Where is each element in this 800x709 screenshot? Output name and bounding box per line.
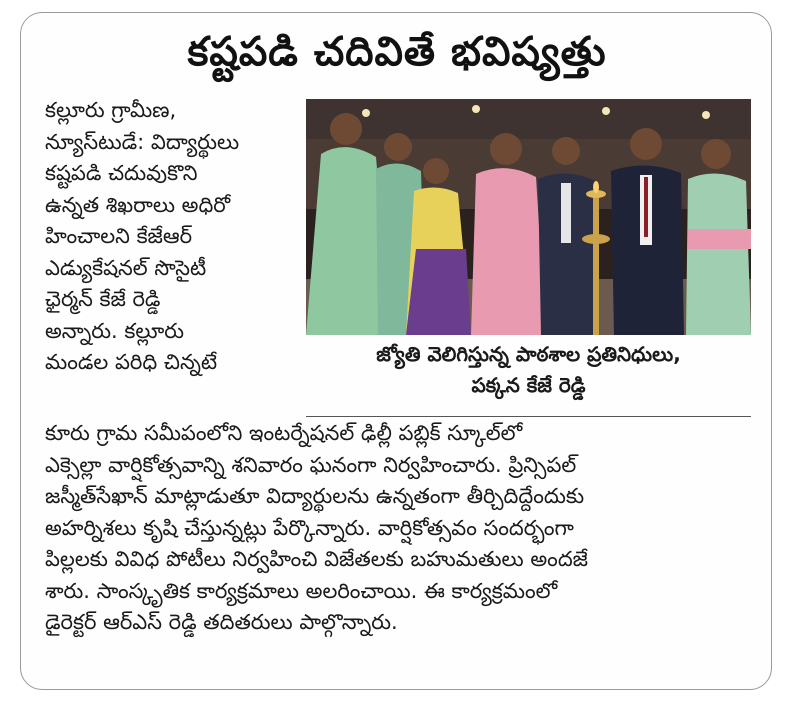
- caption-divider: [306, 416, 751, 417]
- headline: కష్టపడి చదివితే భవిష్యత్తు: [187, 29, 607, 75]
- lamp-lighting-illustration: [306, 99, 751, 335]
- article-body: కూరు గ్రామ సమీపంలోని ఇంటర్నేషనల్ ఢిల్లీ పబ్లిక్ స్కూల్‌లో ఎక్సెల్లా వార్షికోత్సవాన్ని శనివారం ఘనంగా నిర్వహించారు. ప్రిన్సిపల్ జస్మీత్‌సేఖాన్ మాట్లాడుతూ విద్యార్థులను ఉన్నతంగా తీర్చిదిద్దేందుకు అహర్నిశలు కృషి చేస్తున్నట్లు పేర్కొన్నారు. వార్షికోత్సవం సందర్భంగా పిల్లలకు వివిధ పోటీలు నిర్వహించి విజేతలకు బహుమతులు అందజే శారు. సాంస్కృతిక కార్యక్రమాలు అలరించాయి. ఈ కార్యక్రమంలో డైరెక్టర్ ఆర్ఎస్ రెడ్డి తదితరులు పాల్గొన్నారు.: [45, 421, 588, 634]
- article-intro-column: కల్లూరు గ్రామీణ, న్యూస్‌టుడే: విద్యార్థులు కష్టపడి చదువుకొని ఉన్నత శిఖరాలు అధిరో హించాలని కేజేఆర్ ఎడ్యుకేషనల్ సొసైటీ ఛైర్మన్ కేజే రెడ్డి అన్నారు. కల్లూరు మండల పరిధి చిన్నటే: [45, 98, 240, 374]
- news-clipping: [20, 12, 772, 690]
- photo-caption: జ్యోతి వెలిగిస్తున్న పాఠశాల ప్రతినిధులు, పక్కన కేజే రెడ్డి: [376, 342, 681, 397]
- event-photo: [306, 99, 751, 335]
